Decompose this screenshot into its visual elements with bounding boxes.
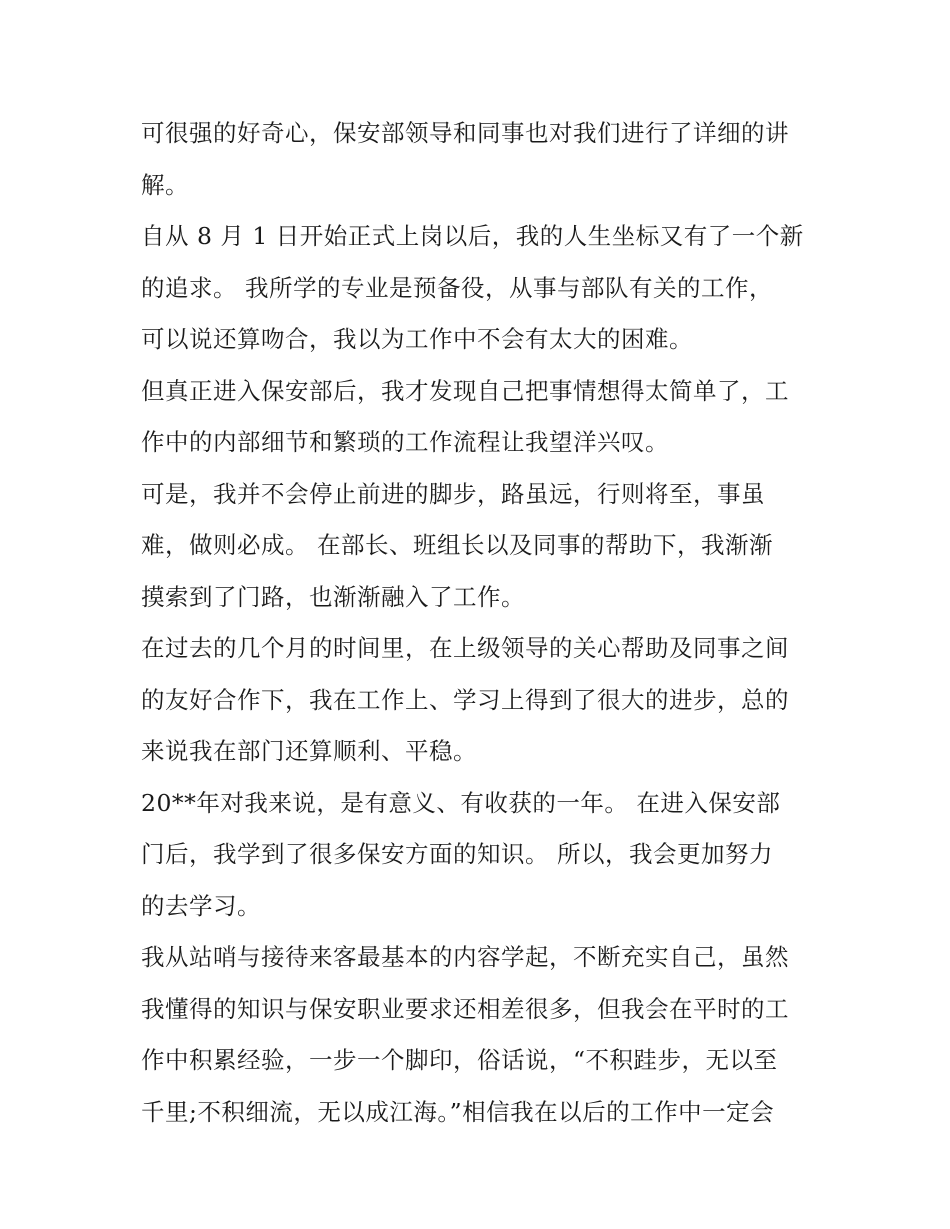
text-line: 作中的内部细节和繁琐的工作流程让我望洋兴叹。 xyxy=(141,428,669,456)
text-line: 的去学习。 xyxy=(141,891,261,920)
text-line: 千里;不积细流，无以成江海。”相信我在以后的工作中一定会 xyxy=(141,1097,775,1126)
document-body xyxy=(141,108,821,1138)
text-line: 但真正进入保安部后，我才发现自己把事情想得太简单了，工 xyxy=(141,376,789,405)
text-line: 可是，我并不会停止前进的脚步，路虽远，行则将至，事虽 xyxy=(141,479,765,508)
text-line: 在过去的几个月的时间里，在上级领导的关心帮助及同事之间 xyxy=(141,634,789,662)
text-line: 可很强的好奇心，保安部领导和同事也对我们进行了详细的讲 xyxy=(141,119,789,147)
text-line: 来说我在部门还算顺利、平稳。 xyxy=(141,737,477,765)
text-line: 难，做则必成。 在部长、班组长以及同事的帮助下，我渐渐 xyxy=(141,531,773,559)
text-line: 解。 xyxy=(141,170,189,199)
text-line: 我从站哨与接待来客最基本的内容学起，不断充实自己，虽然 xyxy=(141,943,789,971)
text-line: 可以说还算吻合，我以为工作中不会有太大的困难。 xyxy=(141,325,693,353)
text-line: 摸索到了门路，也渐渐融入了工作。 xyxy=(141,582,525,611)
text-line: 20**年对我来说，是有意义、有收获的一年。 在进入保安部 xyxy=(141,788,781,817)
text-line: 的友好合作下，我在工作上、学习上得到了很大的进步，总的 xyxy=(141,685,789,714)
text-line: 自从 8 月 1 日开始正式上岗以后，我的人生坐标又有了一个新 xyxy=(141,222,804,250)
text-line: 作中积累经验，一步一个脚印，俗话说，“不积跬步，无以至 xyxy=(141,1046,778,1074)
text-line: 门后，我学到了很多保安方面的知识。 所以，我会更加努力 xyxy=(141,840,773,868)
text-line: 我懂得的知识与保安职业要求还相差很多，但我会在平时的工 xyxy=(141,994,789,1023)
text-line: 的追求。 我所学的专业是预备役，从事与部队有关的工作， xyxy=(141,273,773,302)
